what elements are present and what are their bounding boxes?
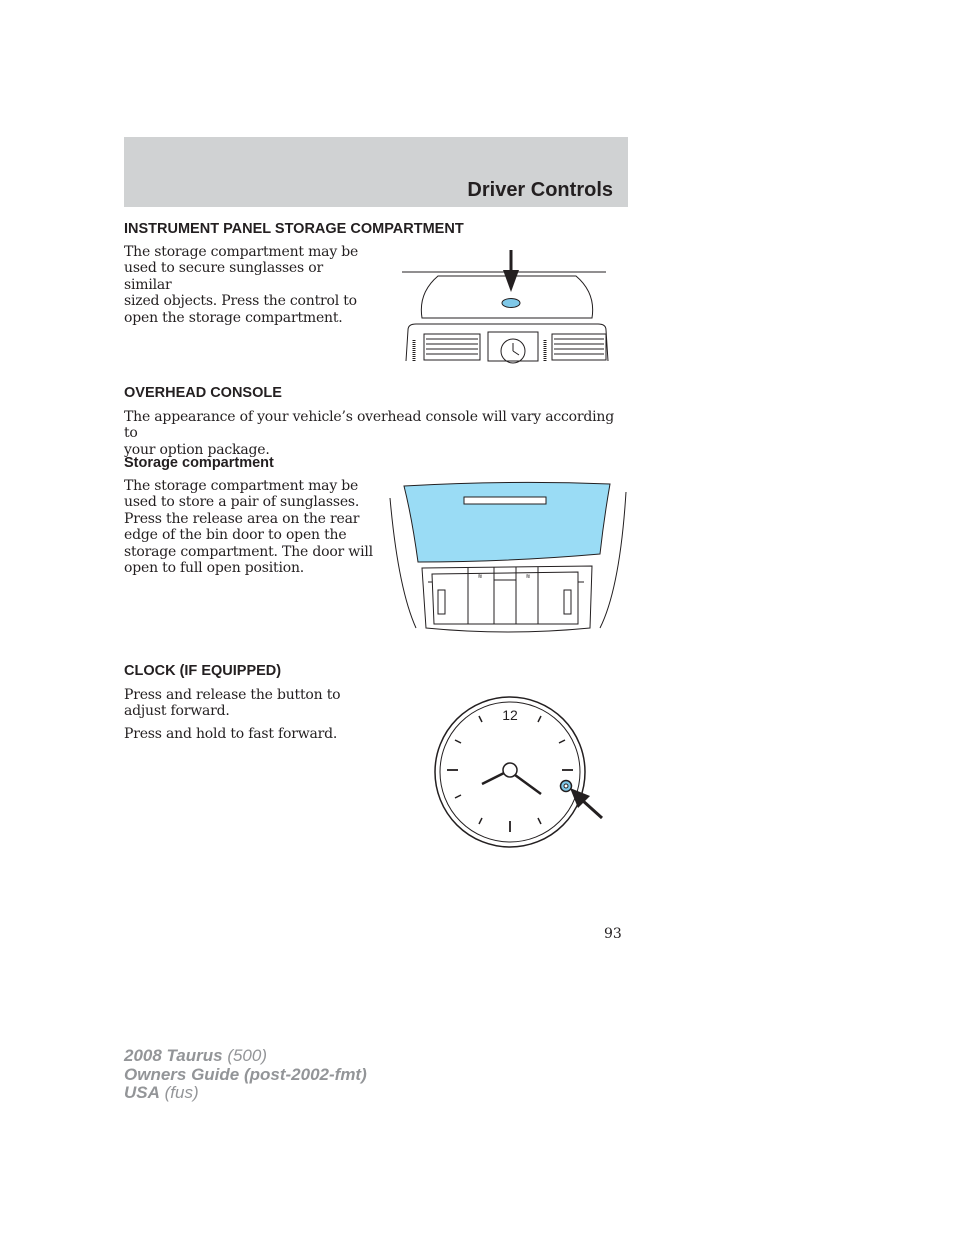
footer-guide: Owners Guide (post-2002-fmt) <box>124 1064 367 1084</box>
text-line: open to full open position. <box>124 560 305 577</box>
heading-clock: CLOCK (IF EQUIPPED) <box>124 663 282 679</box>
footer-model: 2008 Taurus <box>124 1046 223 1065</box>
text-line: The appearance of your vehicle’s overhead console will vary according to <box>124 409 614 442</box>
header-band <box>124 137 628 207</box>
footer-model-code: (500) <box>222 1046 268 1065</box>
overhead-console-illustration <box>388 478 628 640</box>
text-line: Press and release the button to <box>124 687 341 703</box>
instrument-panel-text <box>124 244 374 326</box>
text-line: your option package. <box>124 441 270 458</box>
svg-text:≋: ≋ <box>477 573 483 580</box>
text-line: used to secure sunglasses or similar <box>124 260 323 293</box>
text-line: used to store a pair of sunglasses. <box>124 494 360 511</box>
heading-instrument-panel-storage: INSTRUMENT PANEL STORAGE COMPARTMENT <box>124 221 464 237</box>
footer-market-code: (fus) <box>159 1083 199 1102</box>
clock-text-2: Press and hold to fast forward. <box>124 726 338 742</box>
footer-market: USA <box>124 1083 160 1102</box>
clock-text-1 <box>124 687 374 720</box>
instrument-panel-illustration <box>400 248 616 364</box>
overhead-console-text <box>124 409 628 458</box>
svg-text:≋: ≋ <box>525 573 531 580</box>
section-title: Driver Controls <box>467 179 613 201</box>
heading-overhead-console: OVERHEAD CONSOLE <box>124 385 282 401</box>
text-line: adjust forward. <box>124 703 230 720</box>
text-line: edge of the bin door to open the <box>124 527 347 544</box>
text-line: The storage compartment may be <box>124 478 359 494</box>
text-line: storage compartment. The door will <box>124 543 373 560</box>
clock-illustration <box>430 690 610 872</box>
page-number: 93 <box>604 926 622 942</box>
clock-dial-label: 12 <box>502 707 518 723</box>
text-line: The storage compartment may be <box>124 244 359 260</box>
document-footer <box>124 1047 367 1103</box>
heading-storage-compartment: Storage compartment <box>124 455 274 471</box>
text-line: Press the release area on the rear <box>124 510 360 527</box>
text-line: open the storage compartment. <box>124 309 343 326</box>
storage-compartment-text <box>124 478 374 576</box>
text-line: sized objects. Press the control to <box>124 293 357 310</box>
